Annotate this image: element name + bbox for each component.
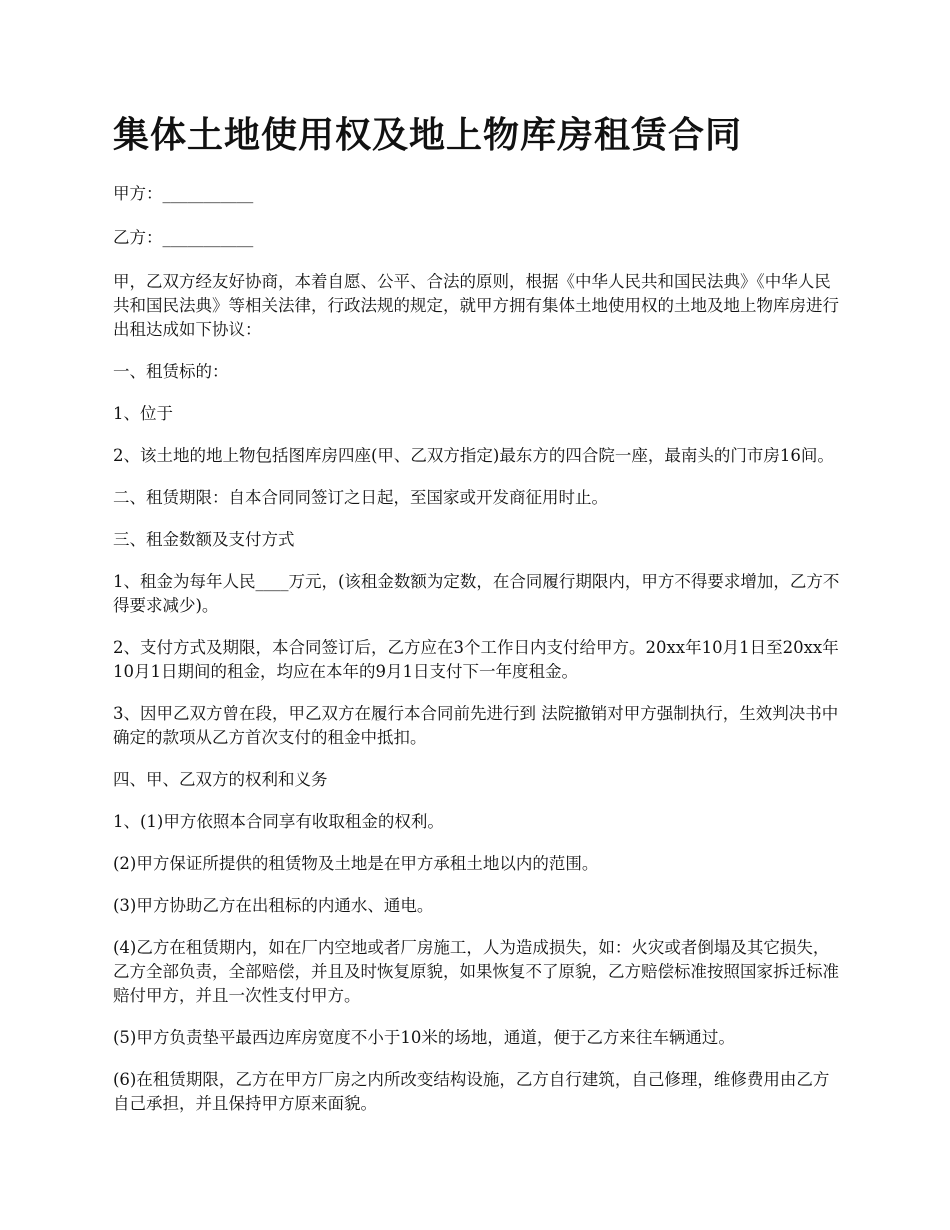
paragraph: 1、位于: [113, 404, 173, 423]
party-b-line: 乙方：___________: [113, 228, 254, 247]
paragraph: 1、租金为每年人民____万元，(该租金数额为定数，在合同履行期限内，甲方不得要求增加，乙方不得要求减少)。: [113, 572, 840, 615]
section-heading-lease-term: 二、租赁期限：自本合同同签订之日起，至国家或开发商征用时止。: [113, 488, 608, 507]
section-heading-rent: 三、租金数额及支付方式: [113, 530, 295, 549]
paragraph-preamble: 甲，乙双方经友好协商，本着自愿、公平、合法的原则，根据《中华人民共和国民法典》《中华人民共和国民法典》等相关法律，行政法规的规定，就甲方拥有集体土地使用权的土地及地上物库房进行出租达成如下协议：: [113, 272, 839, 339]
paragraph: 2、该土地的地上物包括图库房四座(甲、乙双方指定)最东方的四合院一座，最南头的门市房16间。: [113, 446, 834, 465]
section-heading-lease-object: 一、租赁标的：: [113, 362, 229, 381]
paragraph: 1、(1)甲方依照本合同享有收取租金的权利。: [113, 812, 444, 831]
paragraph: (6)在租赁期限，乙方在甲方厂房之内所改变结构设施，乙方自行建筑，自己修理，维修费用由乙方自己承担，并且保持甲方原来面貌。: [113, 1070, 830, 1113]
paragraph: (2)甲方保证所提供的租赁物及土地是在甲方承租土地以内的范围。: [113, 854, 599, 873]
paragraph: (5)甲方负责垫平最西边库房宽度不小于10米的场地，通道，便于乙方来往车辆通过。: [113, 1028, 735, 1047]
paragraph: 2、支付方式及期限，本合同签订后，乙方应在3个工作日内支付给甲方。20xx年10月1日至20xx年10月1日期间的租金，均应在本年的9月1日支付下一年度租金。: [113, 638, 839, 681]
paragraph: 3、因甲乙双方曾在段，甲乙双方在履行本合同前先进行到 法院撤销对甲方强制执行，生效判决书中确定的款项从乙方首次支付的租金中抵扣。: [113, 704, 839, 747]
paragraph: (3)甲方协助乙方在出租标的内通水、通电。: [113, 896, 434, 915]
party-a-line: 甲方：___________: [113, 184, 254, 203]
section-heading-rights-duties: 四、甲、乙双方的权利和义务: [113, 770, 328, 789]
paragraph: (4)乙方在租赁期内，如在厂内空地或者厂房施工，人为造成损失，如：火灾或者倒塌及其它损失，乙方全部负责，全部赔偿，并且及时恢复原貌，如果恢复不了原貌，乙方赔偿标准按照国家拆迁标准赔付甲方，并且一次性支付甲方。: [113, 938, 839, 1005]
document-title: 集体土地使用权及地上物库房租赁合同: [113, 115, 743, 156]
